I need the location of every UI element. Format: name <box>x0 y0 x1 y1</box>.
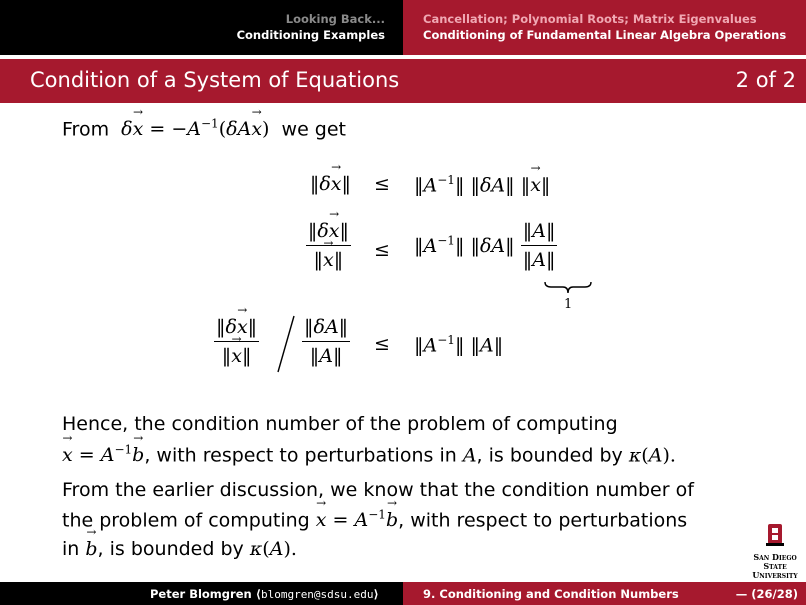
eq1-leq: ≤ <box>374 173 390 195</box>
underbrace-icon <box>543 281 593 295</box>
eq3-leq: ≤ <box>374 333 390 355</box>
footer-author: Peter Blomgren <box>150 587 252 601</box>
earlier-end: , with respect to perturbations <box>398 509 688 532</box>
earlier-in: in <box>62 538 80 560</box>
eq1-lhs: ‖δ→ x‖ <box>310 173 351 195</box>
university-logo <box>747 523 803 580</box>
sdsu-emblem-icon <box>747 523 803 549</box>
footer-section: 9. Conditioning and Condition Numbers <box>423 587 679 601</box>
slide-title-bar <box>0 59 806 103</box>
logo-line-2: University <box>752 570 798 580</box>
underbrace-label: 1 <box>564 297 573 312</box>
hence-mid: , with respect to perturbations in <box>144 444 457 467</box>
intro-we-get: we get <box>281 118 346 141</box>
intro-from: From <box>62 118 110 141</box>
eq3-lhs: $\frac{‖\delta\to x‖}{‖\to x‖}$ <box>214 316 259 367</box>
slide-title: Condition of a System of Equations <box>30 68 400 92</box>
earlier-bounded: , is bounded by <box>97 538 244 560</box>
top-nav-bar <box>0 0 806 55</box>
hence-line-2: → $x = A^{-1}\to b$, with respect to perturbations in A, is bounded by κ(A). <box>62 443 676 466</box>
eq2-lhs: $\frac{‖\delta\to x‖}{‖\to x‖}$ <box>306 220 351 271</box>
footer-email: blomgren@sdsu.edu <box>260 588 374 601</box>
nav-section-looking-back[interactable]: Looking Back... <box>285 12 385 26</box>
hence-line-1: Hence, the condition number of the problem of computing <box>62 413 618 435</box>
earlier-line-3: in → b, is bounded by κ(A). <box>62 538 297 560</box>
footer-author-block: Peter Blomgren ⟨blomgren@sdsu.edu⟩ <box>150 587 379 601</box>
nav-section-cancellation[interactable]: Cancellation; Polynomial Roots; Matrix Eigenvalues <box>423 12 757 26</box>
nav-subsection-linear-algebra[interactable]: Conditioning of Fundamental Linear Algebra Operations <box>423 28 787 42</box>
footer-bar <box>0 582 806 605</box>
eq3-rhs: $‖A^{-1}‖$ ‖A‖ <box>414 333 504 357</box>
eq1-rhs: $‖A^{-1}‖$ ‖δA‖ ‖→ x‖ <box>414 173 550 196</box>
slash-icon <box>274 314 298 374</box>
eq3-den: $\frac{‖\delta A‖}{‖A‖}$ <box>304 316 349 367</box>
earlier-line-1: From the earlier discussion, we know that the condition number of <box>62 479 694 501</box>
nav-subsection-conditioning-examples[interactable]: Conditioning Examples <box>236 28 385 42</box>
eq2-rhs: $‖A^{-1}‖$ ‖δA‖ $\frac{‖A‖}{‖A‖}$ <box>414 220 556 271</box>
earlier-start: the problem of computing <box>62 509 310 532</box>
earlier-line-2: the problem of computing → $x = A^{-1}\to b$, with respect to perturbations <box>62 508 687 531</box>
intro-formula: $\delta\to x = -A^{-1}(\delta A\to x)$ <box>115 118 275 140</box>
intro-line <box>62 117 346 140</box>
logo-line-1: San Diego State <box>753 552 797 571</box>
slide-page-indicator: 2 of 2 <box>735 68 796 92</box>
eq2-leq: ≤ <box>374 239 390 261</box>
footer-page: — (26/28) <box>735 587 798 601</box>
hence-end: , is bounded by <box>476 444 623 467</box>
